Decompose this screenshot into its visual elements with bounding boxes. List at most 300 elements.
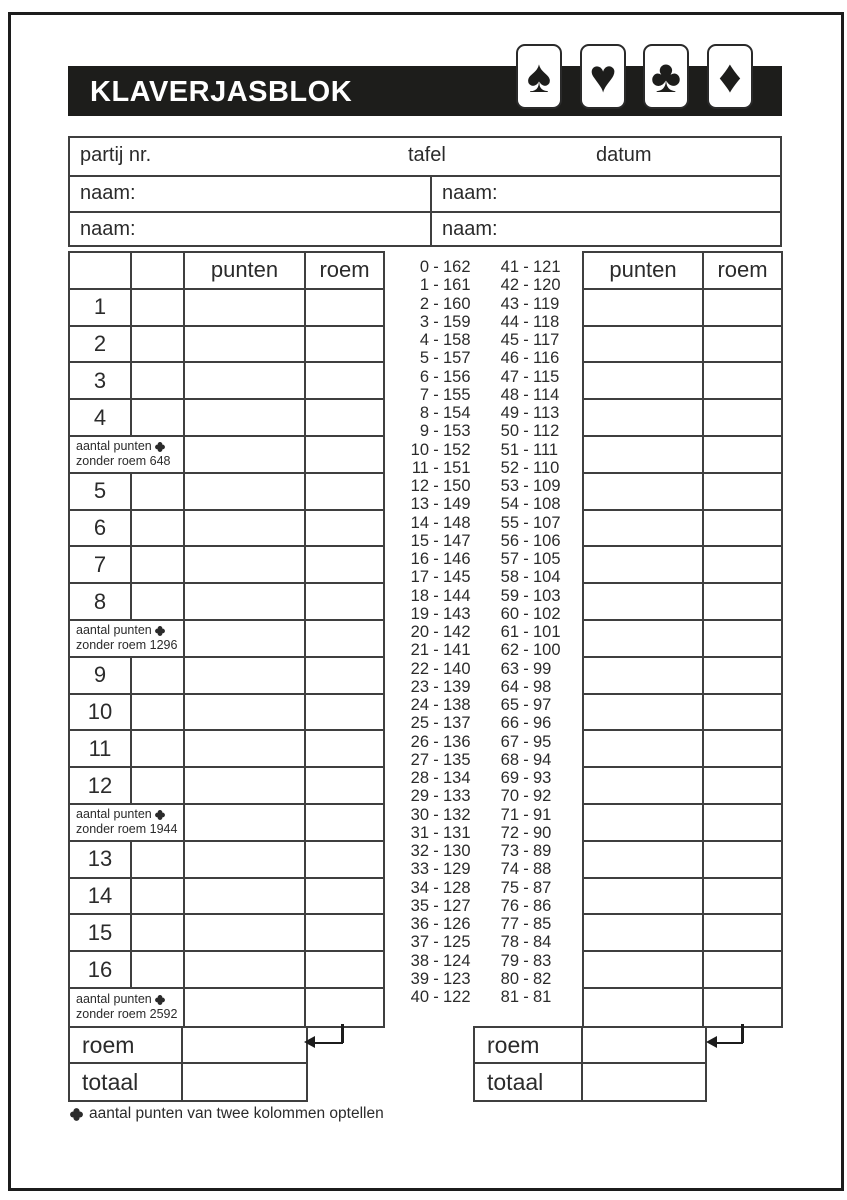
lookup-value-low: 8 bbox=[419, 404, 429, 422]
dealer-mark-cell bbox=[132, 400, 185, 437]
lookup-pair bbox=[399, 933, 485, 951]
lookup-value-high: 130 bbox=[443, 842, 471, 860]
left-totaal-label-cell bbox=[70, 1064, 183, 1100]
left-roem-total-label: roem bbox=[82, 1031, 135, 1058]
lookup-value-low: 69 bbox=[500, 769, 519, 787]
roem-score-cell bbox=[306, 511, 383, 548]
lookup-value-low: 28 bbox=[410, 769, 429, 787]
lookup-value-low: 33 bbox=[410, 860, 429, 879]
lookup-dash: - bbox=[433, 312, 439, 331]
lookup-value-low: 22 bbox=[410, 659, 429, 678]
lookup-pair bbox=[399, 441, 485, 459]
row-number: 8 bbox=[70, 584, 132, 621]
punten-score-cell bbox=[584, 805, 704, 842]
row-number: 16 bbox=[70, 952, 132, 989]
subtotal-label-cell bbox=[70, 805, 185, 842]
punten-score-cell bbox=[584, 363, 704, 400]
lookup-pair bbox=[489, 751, 575, 769]
lookup-value-high: 103 bbox=[533, 586, 561, 605]
lookup-value-high: 145 bbox=[443, 568, 471, 587]
lookup-value-low: 67 bbox=[500, 732, 519, 751]
lookup-dash: - bbox=[433, 696, 439, 714]
score-conversion-column-b bbox=[489, 258, 575, 1006]
lookup-dash: - bbox=[523, 878, 529, 897]
lookup-dash: - bbox=[433, 495, 439, 514]
lookup-value-low: 32 bbox=[410, 842, 429, 860]
lookup-value-low: 75 bbox=[500, 878, 519, 897]
roem-score-cell bbox=[306, 290, 383, 327]
punten-score-cell bbox=[584, 879, 704, 916]
lookup-value-high: 97 bbox=[533, 696, 552, 714]
roem-score-cell bbox=[306, 879, 383, 916]
lookup-value-low: 53 bbox=[500, 477, 519, 495]
subtotal-punten-cell bbox=[185, 805, 306, 842]
left-sum-arrow-line-horizontal bbox=[313, 1042, 343, 1045]
roem-score-cell bbox=[704, 879, 781, 916]
lookup-value-low: 30 bbox=[410, 805, 429, 824]
dealer-mark-cell bbox=[132, 695, 185, 732]
lookup-value-high: 159 bbox=[443, 312, 471, 331]
lookup-value-high: 143 bbox=[443, 604, 471, 623]
lookup-dash: - bbox=[523, 586, 529, 605]
roem-score-cell bbox=[704, 327, 781, 364]
lookup-value-high: 120 bbox=[533, 276, 561, 295]
dealer-mark-cell bbox=[132, 915, 185, 952]
lookup-value-low: 55 bbox=[500, 513, 519, 532]
lookup-dash: - bbox=[433, 988, 439, 1006]
lookup-pair bbox=[489, 678, 575, 696]
lookup-dash: - bbox=[523, 312, 529, 331]
right-totaal-label: totaal bbox=[487, 1068, 544, 1095]
lookup-pair bbox=[399, 879, 485, 897]
punten-score-cell bbox=[185, 842, 306, 879]
lookup-pair bbox=[489, 933, 575, 951]
lookup-dash: - bbox=[523, 677, 529, 696]
lookup-dash: - bbox=[433, 951, 439, 970]
lookup-value-high: 122 bbox=[443, 988, 471, 1006]
lookup-dash: - bbox=[433, 258, 439, 276]
lookup-dash: - bbox=[523, 933, 529, 952]
lookup-dash: - bbox=[433, 568, 439, 587]
row-number: 10 bbox=[70, 695, 132, 732]
lookup-value-low: 0 bbox=[419, 258, 429, 276]
left-roem-total-label-cell bbox=[70, 1028, 183, 1064]
punten-score-cell bbox=[185, 363, 306, 400]
punten-score-cell bbox=[584, 731, 704, 768]
lookup-value-high: 117 bbox=[533, 331, 560, 349]
lookup-dash: - bbox=[433, 477, 439, 495]
subtotal-text: aantal punten bbox=[76, 992, 152, 1007]
lookup-dash: - bbox=[433, 422, 439, 441]
lookup-value-high: 157 bbox=[443, 349, 471, 368]
row-number: 4 bbox=[70, 400, 132, 437]
lookup-dash: - bbox=[523, 531, 529, 550]
lookup-value-low: 62 bbox=[500, 641, 519, 660]
dealer-mark-cell bbox=[132, 952, 185, 989]
score-conversion-column-a bbox=[399, 258, 485, 1006]
lookup-pair bbox=[489, 696, 575, 714]
lookup-value-high: 110 bbox=[533, 458, 560, 477]
roem-score-cell bbox=[306, 474, 383, 511]
lookup-pair bbox=[399, 842, 485, 860]
lookup-value-low: 41 bbox=[500, 258, 519, 276]
lookup-value-high: 140 bbox=[443, 659, 471, 678]
subtotal-roem-cell bbox=[306, 805, 383, 842]
lookup-pair bbox=[489, 258, 575, 276]
lookup-pair bbox=[489, 422, 575, 440]
lookup-value-high: 162 bbox=[443, 258, 471, 276]
lookup-value-low: 39 bbox=[410, 969, 429, 988]
lookup-value-high: 84 bbox=[533, 933, 552, 952]
lookup-pair bbox=[399, 714, 485, 732]
lookup-pair bbox=[399, 313, 485, 331]
lookup-dash: - bbox=[523, 951, 529, 970]
lookup-dash: - bbox=[433, 349, 439, 368]
lookup-dash: - bbox=[523, 623, 529, 641]
lookup-pair bbox=[399, 514, 485, 532]
lookup-pair bbox=[399, 368, 485, 386]
punten-score-cell bbox=[185, 547, 306, 584]
roem-score-cell bbox=[704, 437, 781, 474]
lookup-pair bbox=[399, 349, 485, 367]
left-header-blank-2 bbox=[132, 253, 185, 290]
lookup-dash: - bbox=[433, 604, 439, 623]
roem-score-cell bbox=[306, 768, 383, 805]
dealer-mark-cell bbox=[132, 842, 185, 879]
lookup-pair bbox=[489, 824, 575, 842]
lookup-value-low: 1 bbox=[419, 276, 429, 295]
lookup-value-low: 66 bbox=[500, 714, 519, 733]
lookup-value-low: 45 bbox=[500, 331, 519, 349]
clover-icon bbox=[155, 810, 165, 820]
punten-score-cell bbox=[584, 842, 704, 879]
lookup-dash: - bbox=[523, 787, 529, 806]
lookup-pair bbox=[489, 441, 575, 459]
lookup-value-high: 138 bbox=[443, 696, 471, 714]
lookup-dash: - bbox=[433, 550, 439, 568]
lookup-dash: - bbox=[523, 769, 529, 787]
lookup-value-high: 141 bbox=[443, 641, 471, 660]
lookup-dash: - bbox=[523, 842, 529, 860]
lookup-value-low: 73 bbox=[500, 842, 519, 860]
lookup-dash: - bbox=[523, 915, 529, 933]
lookup-dash: - bbox=[523, 458, 529, 477]
punten-score-cell bbox=[584, 989, 704, 1026]
lookup-pair bbox=[399, 806, 485, 824]
row-number: 6 bbox=[70, 511, 132, 548]
lookup-pair bbox=[489, 349, 575, 367]
left-roem-total-cell bbox=[183, 1028, 306, 1064]
lookup-pair bbox=[489, 568, 575, 586]
lookup-value-high: 82 bbox=[533, 969, 552, 988]
lookup-dash: - bbox=[523, 860, 529, 879]
roem-score-cell bbox=[704, 842, 781, 879]
punten-score-cell bbox=[185, 658, 306, 695]
subtotal-line-2: zonder roem 2592 bbox=[76, 1007, 178, 1022]
lookup-value-high: 150 bbox=[443, 477, 471, 495]
lookup-value-high: 109 bbox=[533, 477, 561, 495]
lookup-value-high: 152 bbox=[443, 440, 471, 459]
lookup-dash: - bbox=[523, 404, 529, 422]
lookup-pair bbox=[399, 733, 485, 751]
lookup-value-high: 96 bbox=[533, 714, 552, 733]
subtotal-text: aantal punten bbox=[76, 807, 152, 822]
lookup-value-low: 50 bbox=[500, 422, 519, 441]
lookup-value-low: 19 bbox=[410, 604, 429, 623]
dealer-mark-cell bbox=[132, 547, 185, 584]
lookup-value-low: 35 bbox=[410, 896, 429, 915]
footer-note bbox=[70, 1105, 384, 1123]
lookup-pair bbox=[489, 623, 575, 641]
lookup-pair bbox=[399, 769, 485, 787]
lookup-value-low: 77 bbox=[500, 915, 519, 933]
tafel-label: tafel bbox=[408, 144, 446, 166]
lookup-value-low: 36 bbox=[410, 915, 429, 933]
roem-score-cell bbox=[704, 989, 781, 1026]
lookup-value-high: 113 bbox=[533, 404, 560, 422]
lookup-pair bbox=[399, 897, 485, 915]
lookup-dash: - bbox=[523, 440, 529, 459]
roem-score-cell bbox=[704, 658, 781, 695]
lookup-value-high: 129 bbox=[443, 860, 471, 879]
lookup-pair bbox=[489, 787, 575, 805]
lookup-value-high: 119 bbox=[533, 294, 560, 313]
subtotal-line-1 bbox=[76, 992, 165, 1007]
punten-score-cell bbox=[185, 511, 306, 548]
lookup-value-high: 85 bbox=[533, 915, 552, 933]
lookup-pair bbox=[489, 988, 575, 1006]
punten-score-cell bbox=[584, 768, 704, 805]
punten-score-cell bbox=[185, 474, 306, 511]
lookup-value-high: 91 bbox=[533, 805, 552, 824]
datum-label: datum bbox=[596, 144, 652, 166]
lookup-dash: - bbox=[433, 623, 439, 641]
subtotal-line-2: zonder roem 1296 bbox=[76, 638, 178, 653]
lookup-value-low: 47 bbox=[500, 367, 519, 386]
lookup-pair bbox=[399, 386, 485, 404]
lookup-dash: - bbox=[523, 385, 529, 404]
lookup-pair bbox=[399, 696, 485, 714]
roem-score-cell bbox=[704, 363, 781, 400]
left-score-table bbox=[68, 251, 385, 1028]
lookup-value-low: 80 bbox=[500, 969, 519, 988]
lookup-pair bbox=[399, 751, 485, 769]
lookup-dash: - bbox=[523, 276, 529, 295]
dealer-mark-cell bbox=[132, 290, 185, 327]
punten-score-cell bbox=[584, 952, 704, 989]
lookup-pair bbox=[489, 313, 575, 331]
right-totaal-label-cell bbox=[475, 1064, 583, 1100]
lookup-value-low: 18 bbox=[410, 586, 429, 605]
lookup-pair bbox=[489, 495, 575, 513]
lookup-dash: - bbox=[523, 732, 529, 751]
lookup-pair bbox=[489, 295, 575, 313]
lookup-value-high: 142 bbox=[443, 623, 471, 641]
lookup-dash: - bbox=[433, 805, 439, 824]
lookup-value-high: 104 bbox=[533, 568, 561, 587]
lookup-dash: - bbox=[433, 860, 439, 879]
lookup-dash: - bbox=[523, 367, 529, 386]
punten-score-cell bbox=[584, 658, 704, 695]
subtotal-line-1 bbox=[76, 807, 165, 822]
lookup-value-low: 13 bbox=[410, 495, 429, 514]
lookup-value-high: 131 bbox=[443, 823, 471, 842]
lookup-dash: - bbox=[433, 896, 439, 915]
lookup-value-low: 81 bbox=[500, 988, 519, 1006]
clover-icon bbox=[155, 995, 165, 1005]
info-column-divider bbox=[430, 175, 432, 247]
lookup-value-high: 124 bbox=[443, 951, 471, 970]
lookup-value-high: 81 bbox=[533, 988, 552, 1006]
naam-label-left-1: naam: bbox=[80, 182, 136, 204]
punten-score-cell bbox=[185, 879, 306, 916]
lookup-pair bbox=[399, 331, 485, 349]
lookup-value-high: 94 bbox=[533, 750, 552, 769]
lookup-dash: - bbox=[523, 568, 529, 587]
lookup-value-low: 6 bbox=[419, 367, 429, 386]
row-number: 3 bbox=[70, 363, 132, 400]
right-sum-arrow-line-horizontal bbox=[715, 1042, 743, 1045]
lookup-pair bbox=[489, 806, 575, 824]
punten-score-cell bbox=[185, 731, 306, 768]
roem-score-cell bbox=[704, 805, 781, 842]
roem-score-cell bbox=[306, 952, 383, 989]
lookup-value-low: 70 bbox=[500, 787, 519, 806]
card-heart bbox=[580, 44, 626, 109]
punten-score-cell bbox=[185, 400, 306, 437]
lookup-value-low: 10 bbox=[410, 440, 429, 459]
lookup-value-high: 156 bbox=[443, 367, 471, 386]
lookup-value-low: 63 bbox=[500, 659, 519, 678]
roem-score-cell bbox=[306, 731, 383, 768]
punten-score-cell bbox=[185, 768, 306, 805]
card-spade bbox=[516, 44, 562, 109]
lookup-dash: - bbox=[523, 823, 529, 842]
lookup-dash: - bbox=[433, 823, 439, 842]
lookup-value-high: 151 bbox=[443, 458, 471, 477]
lookup-value-low: 78 bbox=[500, 933, 519, 952]
lookup-value-high: 133 bbox=[443, 787, 471, 806]
lookup-dash: - bbox=[523, 349, 529, 368]
lookup-pair bbox=[399, 678, 485, 696]
lookup-value-high: 135 bbox=[443, 750, 471, 769]
lookup-pair bbox=[399, 276, 485, 294]
lookup-pair bbox=[489, 660, 575, 678]
lookup-dash: - bbox=[523, 294, 529, 313]
lookup-pair bbox=[399, 970, 485, 988]
lookup-dash: - bbox=[523, 550, 529, 568]
lookup-value-high: 137 bbox=[443, 714, 471, 733]
roem-score-cell bbox=[704, 731, 781, 768]
lookup-value-high: 147 bbox=[443, 531, 471, 550]
naam-label-left-2: naam: bbox=[80, 218, 136, 240]
lookup-pair bbox=[489, 879, 575, 897]
punten-score-cell bbox=[185, 290, 306, 327]
subtotal-punten-cell bbox=[185, 437, 306, 474]
lookup-dash: - bbox=[433, 641, 439, 660]
lookup-pair bbox=[399, 295, 485, 313]
lookup-value-low: 76 bbox=[500, 896, 519, 915]
row-number: 5 bbox=[70, 474, 132, 511]
lookup-value-high: 127 bbox=[443, 896, 471, 915]
card-diamond bbox=[707, 44, 753, 109]
info-row-divider-2 bbox=[68, 211, 782, 213]
lookup-value-low: 65 bbox=[500, 696, 519, 714]
lookup-dash: - bbox=[523, 896, 529, 915]
lookup-value-high: 114 bbox=[533, 385, 560, 404]
subtotal-line-2: zonder roem 1944 bbox=[76, 822, 178, 837]
lookup-dash: - bbox=[433, 513, 439, 532]
lookup-pair bbox=[489, 368, 575, 386]
lookup-value-low: 44 bbox=[500, 312, 519, 331]
lookup-value-high: 88 bbox=[533, 860, 552, 879]
lookup-value-low: 40 bbox=[410, 988, 429, 1006]
lookup-value-high: 99 bbox=[533, 659, 552, 678]
roem-score-cell bbox=[704, 474, 781, 511]
lookup-dash: - bbox=[523, 477, 529, 495]
lookup-value-high: 146 bbox=[443, 550, 471, 568]
spade-suit-icon: ♠ bbox=[526, 49, 552, 102]
lookup-value-low: 58 bbox=[500, 568, 519, 587]
lookup-dash: - bbox=[523, 988, 529, 1006]
lookup-dash: - bbox=[523, 659, 529, 678]
lookup-pair bbox=[399, 988, 485, 1006]
lookup-value-low: 7 bbox=[419, 385, 429, 404]
lookup-value-low: 37 bbox=[410, 933, 429, 952]
subtotal-roem-cell bbox=[306, 621, 383, 658]
roem-score-cell bbox=[704, 952, 781, 989]
lookup-value-low: 3 bbox=[419, 312, 429, 331]
lookup-value-high: 161 bbox=[443, 276, 471, 295]
dealer-mark-cell bbox=[132, 474, 185, 511]
lookup-value-high: 107 bbox=[533, 513, 561, 532]
lookup-value-high: 160 bbox=[443, 294, 471, 313]
lookup-dash: - bbox=[433, 331, 439, 349]
left-totaal-label: totaal bbox=[82, 1068, 139, 1095]
lookup-pair bbox=[489, 532, 575, 550]
card-club bbox=[643, 44, 689, 109]
lookup-value-high: 126 bbox=[443, 915, 471, 933]
lookup-value-low: 21 bbox=[410, 641, 429, 660]
lookup-value-high: 98 bbox=[533, 677, 552, 696]
lookup-value-high: 108 bbox=[533, 495, 561, 514]
lookup-pair bbox=[489, 459, 575, 477]
lookup-value-low: 72 bbox=[500, 823, 519, 842]
left-header-blank-1 bbox=[70, 253, 132, 290]
roem-score-cell bbox=[306, 842, 383, 879]
lookup-pair bbox=[399, 550, 485, 568]
right-totals-box bbox=[473, 1026, 707, 1102]
subtotal-roem-cell bbox=[306, 989, 383, 1026]
roem-score-cell bbox=[306, 584, 383, 621]
lookup-value-low: 79 bbox=[500, 951, 519, 970]
dealer-mark-cell bbox=[132, 731, 185, 768]
lookup-pair bbox=[399, 860, 485, 878]
clover-icon-slot bbox=[70, 1108, 83, 1121]
lookup-value-high: 86 bbox=[533, 896, 552, 915]
lookup-value-low: 42 bbox=[500, 276, 519, 295]
right-roem-header: roem bbox=[704, 253, 781, 290]
lookup-pair bbox=[399, 623, 485, 641]
lookup-dash: - bbox=[433, 915, 439, 933]
lookup-value-high: 128 bbox=[443, 878, 471, 897]
right-roem-total-cell bbox=[583, 1028, 705, 1064]
row-number: 11 bbox=[70, 731, 132, 768]
lookup-value-high: 148 bbox=[443, 513, 471, 532]
lookup-value-low: 31 bbox=[410, 823, 429, 842]
lookup-dash: - bbox=[433, 276, 439, 295]
lookup-dash: - bbox=[433, 878, 439, 897]
